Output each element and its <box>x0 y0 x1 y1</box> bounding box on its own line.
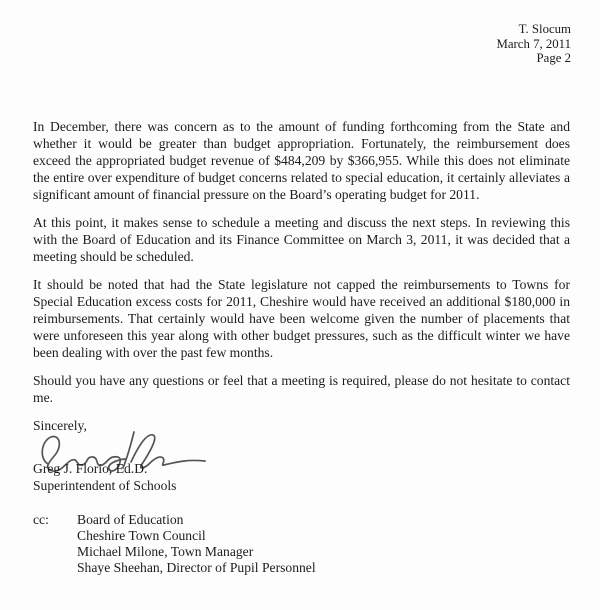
paragraph-funding: In December, there was concern as to the amount of funding forthcoming from the State and whether it would be greater than budget appropriation. Fortunately, the reimbursement does exceed the appropriated budget revenue of $484,209 by $366,955. While this does not eliminate the entire over expenditure of budget concerns related to special education, it certainly alleviates a significant amount of financial pressure on the Board’s operating budget for 2011. <box>33 118 570 202</box>
paragraph-contact: Should you have any questions or feel that a meeting is required, please do not hesitate to contact me. <box>33 372 570 405</box>
cc-recipient: Michael Milone, Town Manager <box>77 543 254 559</box>
header-recipient: T. Slocum <box>518 22 571 36</box>
cc-list <box>77 512 316 576</box>
cc-label: cc: <box>33 511 49 527</box>
paragraph-meeting: At this point, it makes sense to schedule a meeting and discuss the next steps. In reviewing this with the Board of Education and its Finance Committee on March 3, 2011, it was decided that a meeting should be scheduled. <box>33 214 570 264</box>
cc-recipient: Shaye Sheehan, Director of Pupil Personnel <box>77 559 316 575</box>
cc-block <box>33 512 570 576</box>
letter-header <box>0 0 600 66</box>
signer-name: Greg J. Florio, Ed.D. <box>33 460 148 476</box>
header-date: March 7, 2011 <box>496 36 571 51</box>
cc-recipient: Cheshire Town Council <box>77 527 206 543</box>
paragraph-legislature: It should be noted that had the State legislature not capped the reimbursements to Towns for Special Education excess costs for 2011, Cheshire would have received an additional $180,000 in reimbursements. That certainly would have been welcome given the number of placements that were unforeseen this year along with other budget pressures, such as the difficult winter we have been dealing with over the past few months. <box>33 276 570 360</box>
header-page-number: Page 2 <box>536 51 571 65</box>
cc-recipient: Board of Education <box>77 511 184 527</box>
letter-body <box>33 118 570 406</box>
salutation: Sincerely, <box>33 417 87 433</box>
signer-title: Superintendent of Schools <box>33 477 177 493</box>
closing-block <box>33 417 570 494</box>
